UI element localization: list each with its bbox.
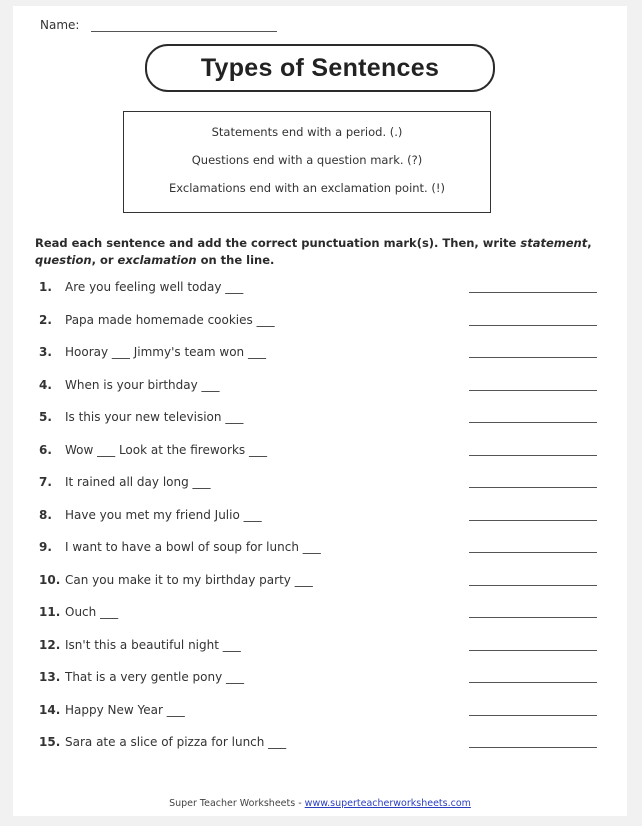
rules-box [123, 111, 491, 213]
question-sentence: I want to have a bowl of soup for lunch ___ [65, 540, 321, 554]
answer-line[interactable] [469, 455, 597, 456]
question-number: 2. [39, 312, 52, 327]
question-sentence: Have you met my friend Julio ___ [65, 507, 262, 522]
question-item [39, 735, 605, 755]
name-label: Name: [40, 18, 80, 32]
question-sentence: Papa made homemade cookies ___ [65, 312, 275, 327]
rule-exclamation: Exclamations end with an exclamation point. (!) [169, 181, 445, 195]
word-exclamation: exclamation [117, 253, 197, 267]
question-item [39, 475, 605, 495]
title-banner [145, 44, 495, 92]
question-item [39, 703, 605, 723]
answer-line[interactable] [469, 715, 597, 716]
question-sentence: Can you make it to my birthday party ___ [65, 572, 313, 587]
worksheet-page [13, 6, 627, 816]
answer-line[interactable] [469, 520, 597, 521]
question-sentence: Are you feeling well today ___ [65, 280, 244, 294]
rule-statement: Statements end with a period. (.) [211, 125, 403, 139]
question-item [39, 605, 605, 625]
name-row [40, 18, 277, 32]
question-number: 15. [39, 735, 61, 749]
question-item [39, 540, 605, 560]
word-question: question [35, 253, 92, 267]
question-number: 12. [39, 637, 61, 652]
question-number: 4. [39, 377, 52, 392]
answer-line[interactable] [469, 325, 597, 326]
answer-line[interactable] [469, 422, 597, 423]
question-item [39, 410, 605, 430]
question-sentence: Is this your new television ___ [65, 410, 244, 424]
footer-link[interactable]: www.superteacherworksheets.com [304, 798, 471, 809]
question-sentence: Ouch ___ [65, 605, 119, 619]
question-item [39, 443, 605, 463]
question-item [39, 345, 605, 365]
question-item [39, 508, 605, 528]
footer-brand: Super Teacher Worksheets - [169, 798, 305, 809]
question-sentence: Happy New Year ___ [65, 702, 185, 717]
question-number: 1. [39, 280, 52, 294]
question-sentence: When is your birthday ___ [65, 377, 220, 392]
question-sentence: Hooray ___ Jimmy's team won ___ [65, 345, 266, 359]
question-number: 13. [39, 670, 61, 684]
answer-line[interactable] [469, 617, 597, 618]
question-number: 5. [39, 410, 52, 424]
question-number: 8. [39, 507, 52, 522]
word-statement: statement [520, 236, 588, 250]
question-item [39, 638, 605, 658]
answer-line[interactable] [469, 487, 597, 488]
question-item [39, 280, 605, 300]
question-item [39, 378, 605, 398]
answer-line[interactable] [469, 292, 597, 293]
footer [13, 798, 627, 809]
question-number: 3. [39, 345, 52, 359]
question-sentence: Isn't this a beautiful night ___ [65, 637, 241, 652]
instructions: Read each sentence and add the correct punctuation mark(s). Then, write statement, question, or exclamation on the line. [35, 236, 592, 267]
page-title: Types of Sentences [200, 53, 440, 82]
answer-line[interactable] [469, 390, 597, 391]
question-number: 6. [39, 442, 52, 457]
answer-line[interactable] [469, 585, 597, 586]
rule-question: Questions end with a question mark. (?) [191, 153, 423, 167]
question-sentence: Wow ___ Look at the fireworks ___ [65, 442, 267, 457]
answer-line[interactable] [469, 682, 597, 683]
question-sentence: Sara ate a slice of pizza for lunch ___ [65, 735, 287, 749]
question-item [39, 313, 605, 333]
question-number: 7. [39, 475, 52, 489]
question-number: 11. [39, 605, 61, 619]
answer-line[interactable] [469, 650, 597, 651]
answer-line[interactable] [469, 552, 597, 553]
question-number: 14. [39, 702, 61, 717]
name-field[interactable] [91, 19, 277, 32]
question-number: 9. [39, 540, 52, 554]
answer-line[interactable] [469, 747, 597, 748]
question-item [39, 573, 605, 593]
question-sentence: It rained all day long ___ [65, 475, 211, 489]
answer-line[interactable] [469, 357, 597, 358]
question-number: 10. [39, 572, 61, 587]
question-sentence: That is a very gentle pony ___ [65, 670, 245, 684]
question-item [39, 670, 605, 690]
